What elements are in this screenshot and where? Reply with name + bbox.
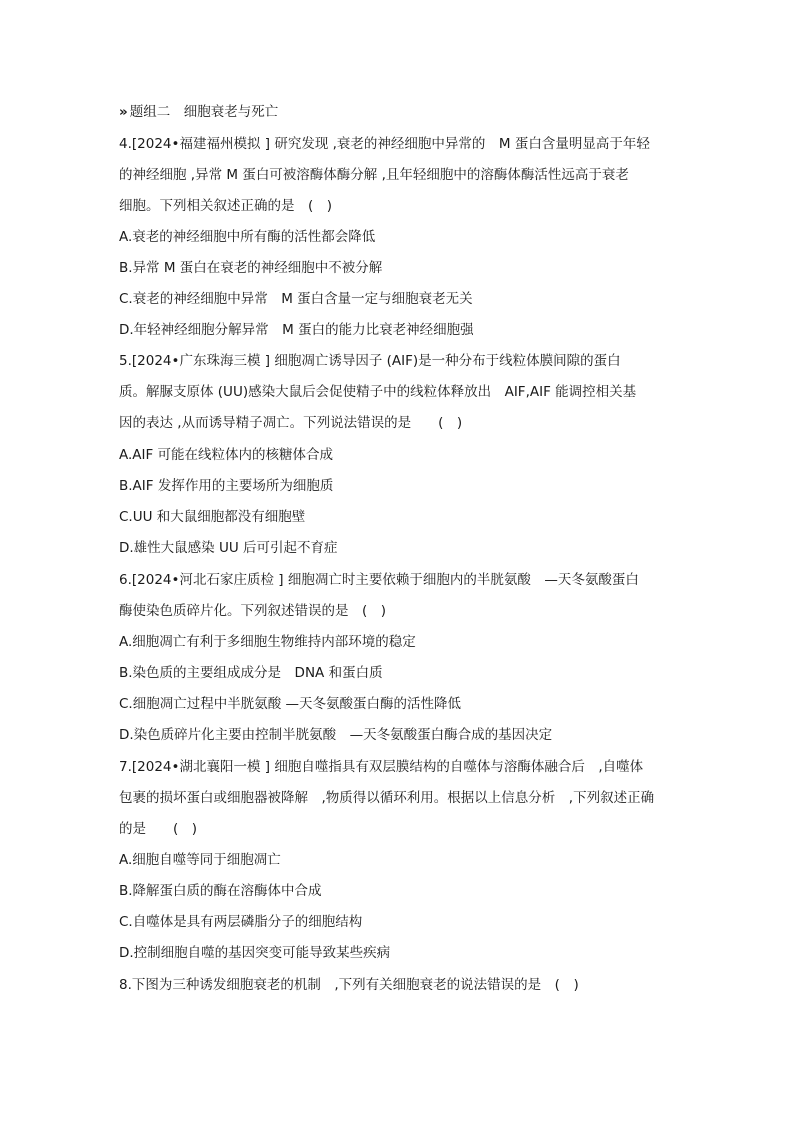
- question-5-stem-line-2: 质。解脲支原体 (UU)感染大鼠后会促使精子中的线粒体释放出 AIF,AIF 能调控相关基: [119, 384, 637, 400]
- question-7-stem-line-3: 的是 ( ): [119, 821, 198, 837]
- question-7-stem-line-1: 7.[2024•湖北襄阳一模 ] 细胞自噬指具有双层膜结构的自噬体与溶酶体融合后 ,自噬体: [119, 759, 644, 775]
- question-6-stem-line-2: 酶使染色质碎片化。下列叙述错误的是 ( ): [119, 603, 387, 619]
- question-6-option-a: A.细胞凋亡有利于多细胞生物维持内部环境的稳定: [119, 634, 416, 650]
- section-marker-icon: »: [119, 104, 124, 120]
- question-7-option-d: D.控制细胞自噬的基因突变可能导致某些疾病: [119, 945, 391, 961]
- question-7-stem-line-2: 包裹的损坏蛋白或细胞器被降解 ,物质得以循环利用。根据以上信息分析 ,下列叙述正确: [119, 790, 655, 806]
- question-5-stem-line-1: 5.[2024•广东珠海三模 ] 细胞凋亡诱导因子 (AIF)是一种分布于线粒体膜间隙的蛋白: [119, 353, 621, 369]
- question-4-option-c: C.衰老的神经细胞中异常 M 蛋白含量一定与细胞衰老无关: [119, 291, 473, 307]
- question-6-option-c: C.细胞凋亡过程中半胱氨酸 —天冬氨酸蛋白酶的活性降低: [119, 696, 462, 712]
- question-5-option-c: C.UU 和大鼠细胞都没有细胞壁: [119, 509, 306, 525]
- question-5-stem-line-3: 因的表达 ,从而诱导精子凋亡。下列说法错误的是 ( ): [119, 415, 463, 431]
- question-4-stem-line-3: 细胞。下列相关叙述正确的是 ( ): [119, 198, 333, 214]
- question-5-option-b: B.AIF 发挥作用的主要场所为细胞质: [119, 478, 334, 494]
- question-5-option-a: A.AIF 可能在线粒体内的核糖体合成: [119, 447, 334, 463]
- question-8-stem-line-1: 8.下图为三种诱发细胞衰老的机制 ,下列有关细胞衰老的说法错误的是 ( ): [119, 977, 579, 993]
- question-4-option-b: B.异常 M 蛋白在衰老的神经细胞中不被分解: [119, 260, 383, 276]
- question-5-option-d: D.雄性大鼠感染 UU 后可引起不育症: [119, 540, 338, 556]
- question-7-option-a: A.细胞自噬等同于细胞凋亡: [119, 852, 281, 868]
- question-6-stem-line-1: 6.[2024•河北石家庄质检 ] 细胞凋亡时主要依赖于细胞内的半胱氨酸 —天冬氨酸蛋白: [119, 572, 639, 588]
- question-4-stem-line-1: 4.[2024•福建福州模拟 ] 研究发现 ,衰老的神经细胞中异常的 M 蛋白含量明显高于年轻: [119, 136, 650, 152]
- question-4-option-d: D.年轻神经细胞分解异常 M 蛋白的能力比衰老神经细胞强: [119, 322, 474, 338]
- question-7-option-b: B.降解蛋白质的酶在溶酶体中合成: [119, 883, 322, 899]
- question-7-option-c: C.自噬体是具有两层磷脂分子的细胞结构: [119, 914, 363, 930]
- question-6-option-b: B.染色质的主要组成成分是 DNA 和蛋白质: [119, 665, 383, 681]
- question-4-stem-line-2: 的神经细胞 ,异常 M 蛋白可被溶酶体酶分解 ,且年轻细胞中的溶酶体酶活性远高于衰老: [119, 167, 629, 183]
- section-title: 题组二 细胞衰老与死亡: [129, 104, 279, 120]
- question-4-option-a: A.衰老的神经细胞中所有酶的活性都会降低: [119, 229, 376, 245]
- question-6-option-d: D.染色质碎片化主要由控制半胱氨酸 —天冬氨酸蛋白酶合成的基因决定: [119, 727, 553, 743]
- section-header: [119, 101, 278, 123]
